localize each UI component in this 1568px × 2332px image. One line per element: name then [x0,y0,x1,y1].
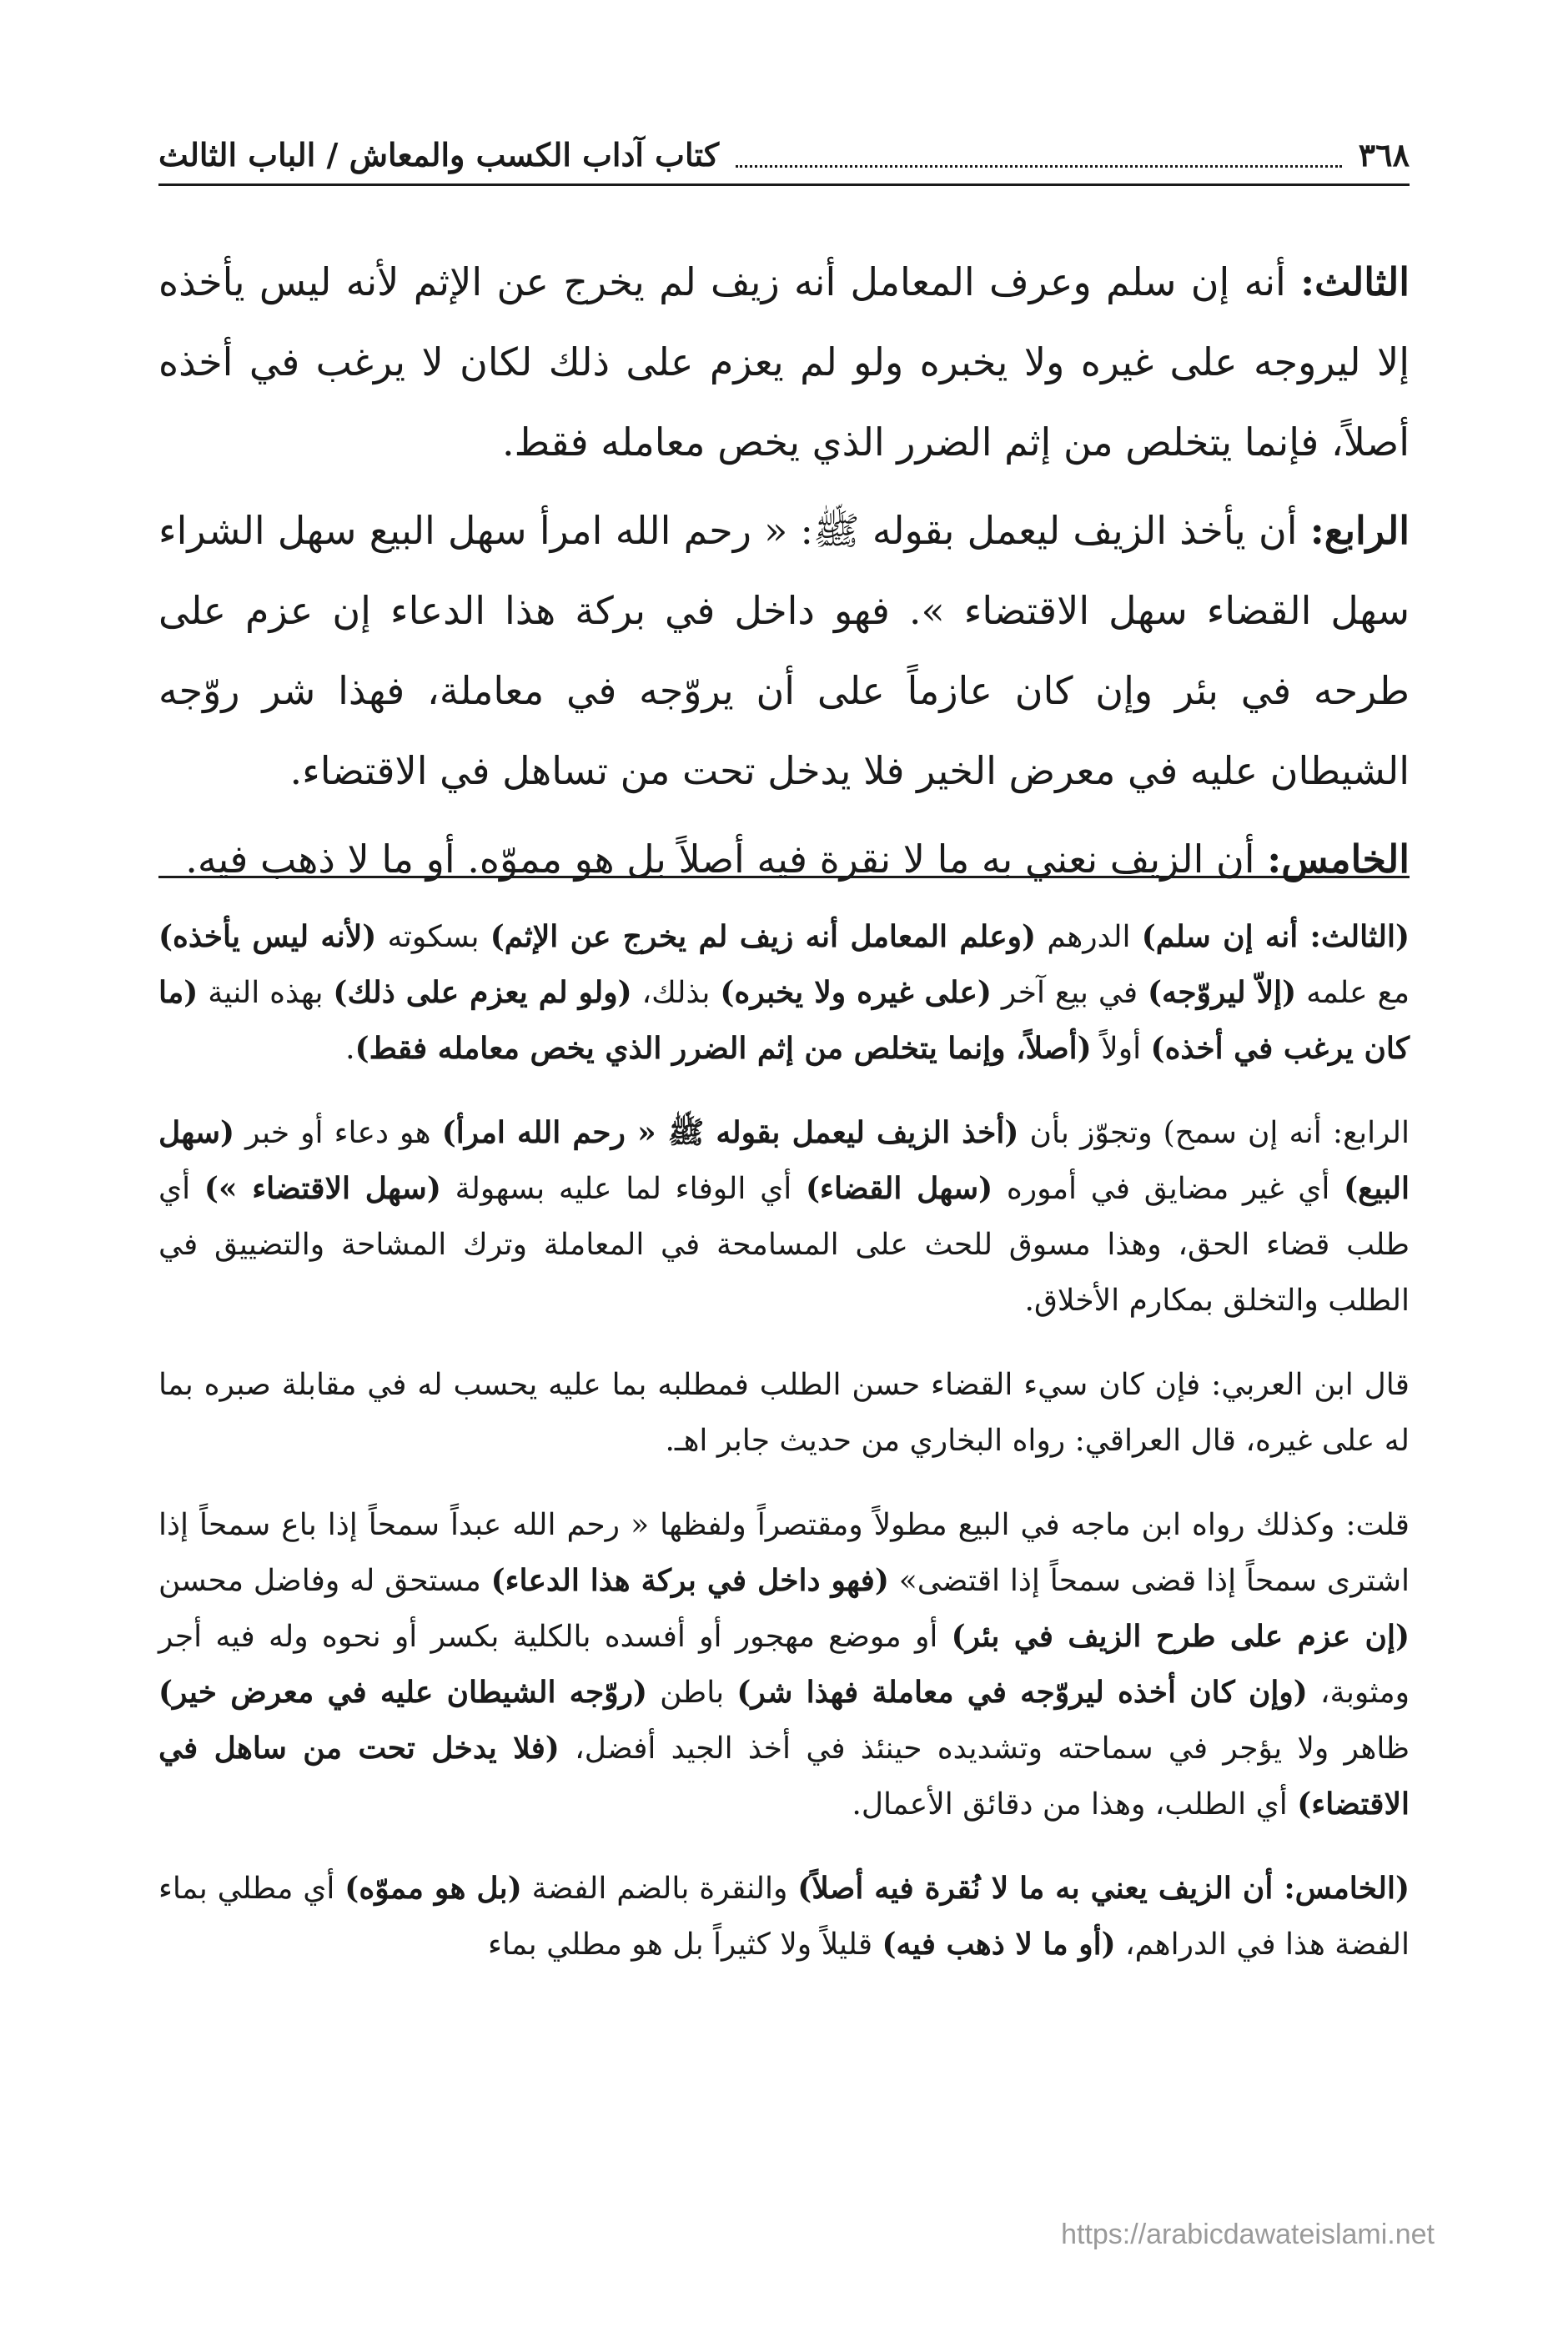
commentary-text-span: أي الوفاء لما عليه بسهولة [440,1172,806,1206]
commentary-text-span: مستحق له وفاضل محسن [158,1564,491,1598]
quoted-text: (روّجه الشيطان عليه في معرض خير) [158,1675,648,1710]
paragraph-text: أن يأخذ الزيف ليعمل بقوله ﷺ: « رحم الله امرأ سهل البيع سهل الشراء سهل القضاء سهل الاقتضاء ». فهو داخل في بركة هذا الدعاء إن عزم على طرحه في بئر وإن كان عازماً على أن يروّجه في معاملة، فهذا شر روّجه الشيطان عليه في معرض الخير فلا يدخل تحت من تساهل في الاقتضاء. [158,508,1410,793]
main-paragraph-third [158,242,1410,482]
main-paragraph-fourth [158,490,1410,811]
quoted-text: (فهو داخل في بركة هذا الدعاء) [490,1563,889,1598]
paragraph-lead: الرابع: [1309,508,1410,553]
commentary-text-span: بسكوته [376,920,490,954]
commentary-text-span: أو موضع مهجور أو أفسده بالكلية بكسر أو نحوه وله فيه أجر ومثوبة، [158,1620,1410,1710]
quoted-text: (سهل البيع) [158,1115,1410,1206]
quoted-text: (على غيره ولا يخبره) [720,975,992,1010]
commentary-text-span: أولاً [1091,1032,1151,1066]
commentary-paragraph-3 [158,1357,1410,1469]
page-number: ٣٦٨ [1358,135,1410,173]
chapter-title: كتاب آداب الكسب والمعاش / الباب الثالث [158,135,720,173]
quoted-text: (وعلم المعامل أنه زيف لم يخرج عن الإثم) [490,919,1037,954]
quoted-text: (سهل الاقتضاء ») [204,1171,441,1206]
commentary-text-span: مع علمه [1296,976,1410,1010]
quoted-text: (ولو لم يعزم على ذلك) [333,975,632,1010]
quoted-text: (بل هو مموّه) [344,1871,522,1906]
header-dots [736,165,1342,168]
commentary-text-span: أي مطلي بماء الفضة هذا في الدراهم، [158,1872,1410,1962]
commentary-paragraph-5 [158,1861,1410,1973]
quoted-text: (سهل القضاء) [805,1171,993,1206]
quoted-text: (وإن كان أخذه ليروّجه في معاملة فهذا شر) [736,1675,1308,1710]
quoted-text: (ما كان يرغب في أخذه) [158,975,1410,1066]
main-text [158,242,1410,907]
commentary-text-span: والنقرة بالضم الفضة [521,1872,798,1906]
commentary-text-span: هو دعاء أو خبر [234,1116,442,1150]
main-paragraph-fifth [158,819,1410,899]
commentary-text-span: أي طلب قضاء الحق، وهذا مسوق للحث على المسامحة في المعاملة وترك المشاحة والتضييق في الطلب والتخلق بمكارم الأخلاق. [158,1172,1410,1318]
commentary-text [158,909,1410,2001]
page-header [158,125,1410,186]
commentary-text-span: الدرهم [1036,920,1142,954]
quoted-text: (لأنه ليس يأخذه) [158,919,377,954]
paragraph-lead: الثالث: [1300,259,1410,304]
commentary-text-span: قليلاً ولا كثيراً بل هو مطلي بماء [487,1927,882,1962]
commentary-text-span: . [345,1032,355,1066]
commentary-text-span: ظاهر ولا يؤجر في سماحته وتشديده حينئذ في أخذ الجيد أفضل، [559,1731,1410,1766]
commentary-text-span: باطن [647,1676,737,1710]
quoted-text: (أو ما لا ذهب فيه) [882,1927,1116,1962]
commentary-text-span: بهذه النية [198,976,334,1010]
commentary-text-span: بذلك، [631,976,721,1010]
quoted-text: (أصلاً، وإنما يتخلص من إثم الضرر الذي يخص معامله فقط) [354,1031,1092,1066]
commentary-paragraph-4 [158,1497,1410,1832]
paragraph-text: أنه إن سلم وعرف المعامل أنه زيف لم يخرج عن الإثم لأنه ليس يأخذه إلا ليروجه على غيره ولا يخبره ولو لم يعزم على ذلك لكان لا يرغب في أخذه أصلاً، فإنما يتخلص من إثم الضرر الذي يخص معامله فقط. [158,259,1410,465]
commentary-text-span: أي الطلب، وهذا من دقائق الأعمال. [852,1787,1298,1822]
commentary-text-span: قلت: وكذلك رواه ابن ماجه في البيع مطولاً ومقتصراً ولفظها « رحم الله عبداً سمحاً إذا باع سمحاً إذا اشترى سمحاً إذا قضى سمحاً إذا اقتضى» [158,1508,1410,1598]
commentary-text-span: قال ابن العربي: فإن كان سيء القضاء حسن الطلب فمطلبه بما عليه يحسب له في مقابلة صبره بما له على غيره، قال العراقي: رواه البخاري من حديث جابر اهـ. [158,1368,1410,1458]
quoted-text: (إلاّ ليروّجه) [1147,975,1297,1010]
quoted-text: (فلا يدخل تحت من ساهل في الاقتضاء) [158,1731,1410,1822]
commentary-text-span: أي غير مضايق في أموره [993,1172,1344,1206]
quoted-text: (أخذ الزيف ليعمل بقوله ﷺ « رحم الله امرأ) [441,1115,1019,1150]
commentary-divider [158,876,1410,878]
quoted-text: (الثالث: أنه إن سلم) [1141,919,1410,954]
commentary-paragraph-1 [158,909,1410,1077]
commentary-text-span: في بيع آخر [991,976,1148,1010]
quoted-text: (إن عزم على طرح الزيف في بئر) [951,1619,1410,1654]
quoted-text: (الخامس: أن الزيف يعني به ما لا نُقرة فيه أصلاً) [797,1871,1410,1906]
paragraph-lead: الخامس: [1267,837,1410,882]
paragraph-text: أن الزيف نعني به ما لا نقرة فيه أصلاً بل هو مموّه. أو ما لا ذهب فيه. [185,837,1268,882]
commentary-paragraph-2 [158,1105,1410,1329]
source-watermark: https://arabicdawateislami.net [1061,2219,1435,2250]
commentary-text-span: الرابع: أنه إن سمح) وتجوّز بأن [1018,1116,1410,1150]
